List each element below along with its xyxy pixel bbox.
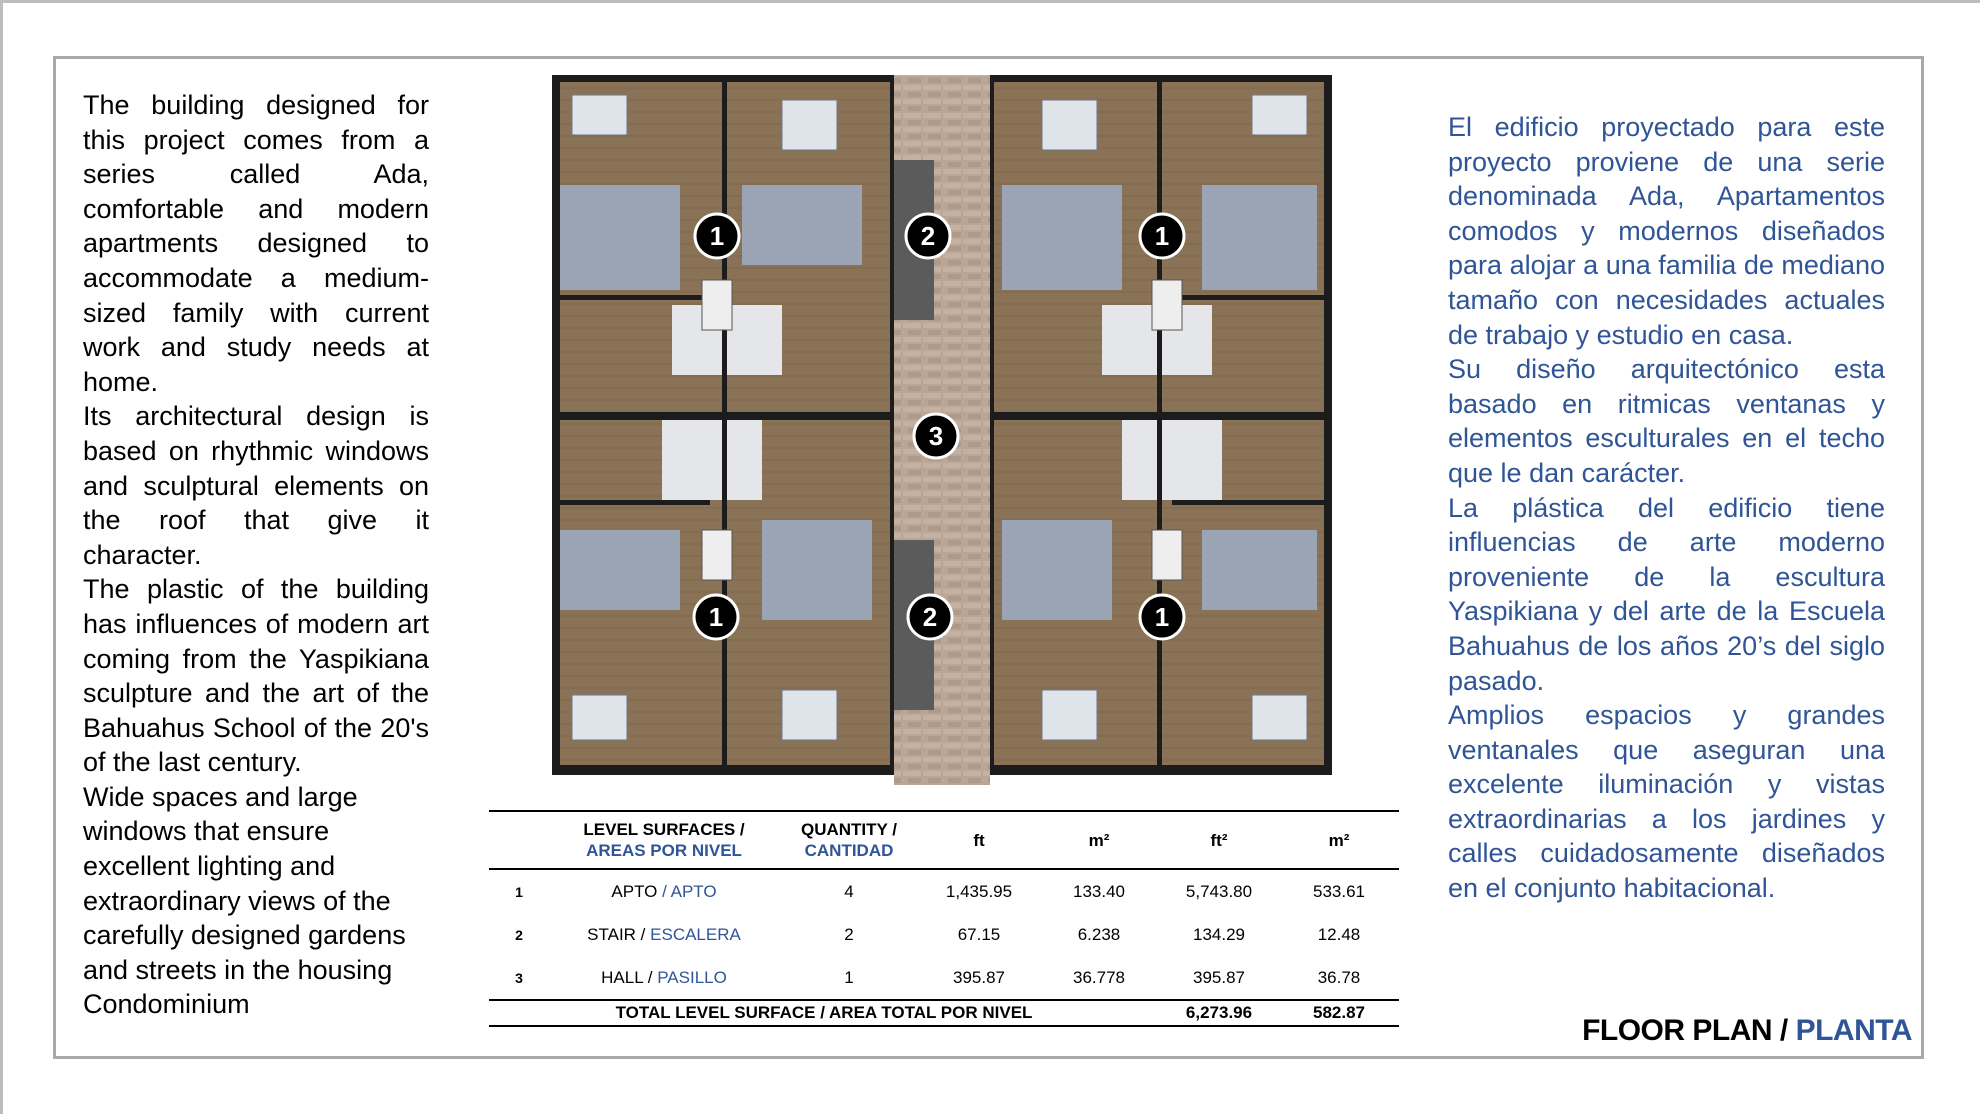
plan-marker: 2: [920, 221, 936, 251]
table-row: 2 STAIR / ESCALERA 2 67.15 6.238 134.29 12.48: [515, 924, 1361, 944]
spanish-paragraph: Su diseño arquitectónico esta basado en ritmicas ventanas y elementos esculturales en el techo que le dan carácter.: [1448, 354, 1885, 488]
total-m2: 582.87: [1313, 1003, 1365, 1022]
plan-marker: 1: [1154, 221, 1170, 251]
header-level: LEVEL SURFACES / AREAS POR NIVEL: [583, 820, 745, 860]
table-row: 3 HALL / PASILLO 1 395.87 36.778 395.87 36.78: [515, 967, 1361, 987]
total-label: TOTAL LEVEL SURFACE / AREA TOTAL POR NIVEL: [615, 1003, 1033, 1022]
plan-marker: 2: [922, 602, 938, 632]
header-quantity: QUANTITY / CANTIDAD: [800, 820, 898, 860]
english-description: [83, 88, 429, 1022]
spanish-paragraph: El edificio proyectado para este proyecto proviene de una serie denominada Ada, Apartamentos comodos y modernos diseñados para alojar a una familia de mediano tamaño con necesidades actuales de trabajo y estudio en casa.: [1448, 112, 1885, 350]
spanish-paragraph: La plástica del edificio tiene influencias de arte moderno proveniente de la escultura Yaspikiana y del arte de la Escuela Bahuahus de los años 20’s del siglo pasado.: [1448, 492, 1885, 696]
plan-marker: 1: [1154, 602, 1170, 632]
header-m2-total: m²: [1328, 830, 1350, 850]
total-ft2: 6,273.96: [1185, 1003, 1253, 1022]
header-m2: m²: [1088, 830, 1110, 850]
english-paragraph: Its architectural design is based on rhythmic windows and sculptural elements on the roof that give it character.: [83, 401, 429, 570]
table-header: [489, 811, 1399, 869]
plan-marker: 1: [709, 221, 725, 251]
table-row: 1 APTO / APTO 4 1,435.95 133.40 5,743.80 533.61: [515, 881, 1365, 901]
english-paragraph: The plastic of the building has influences of modern art coming from the Yaspikiana sculpture and the art of the Bahuahus School of the 20's of the last century.: [83, 574, 429, 778]
header-ft2: ft²: [1210, 830, 1228, 850]
surface-table: [489, 810, 1399, 1027]
left-border: [0, 0, 3, 1114]
spanish-description: [1448, 110, 1885, 906]
page-title: FLOOR PLAN / PLANTA: [1582, 1014, 1912, 1047]
plan-marker: 3: [928, 421, 944, 451]
english-paragraph: The building designed for this project comes from a series called Ada, comfortable and modern apartments designed to accommodate a medium-sized family with current work and study needs at home.: [83, 90, 429, 397]
header-ft: ft: [973, 830, 985, 850]
english-paragraph: Wide spaces and large windows that ensure excellent lighting and extraordinary views of the carefully designed gardens and streets in the housing Condominium: [83, 781, 406, 1020]
table-total-row: [489, 1000, 1399, 1026]
plan-marker: 1: [708, 602, 724, 632]
top-border: [0, 0, 1980, 3]
spanish-paragraph: Amplios espacios y grandes ventanales que aseguran una excelente iluminación y vistas extraordinarias a los jardines y calles cuidadosamente diseñados en el conjunto habitacional.: [1448, 700, 1885, 904]
floor-plan-render: [542, 70, 1342, 790]
